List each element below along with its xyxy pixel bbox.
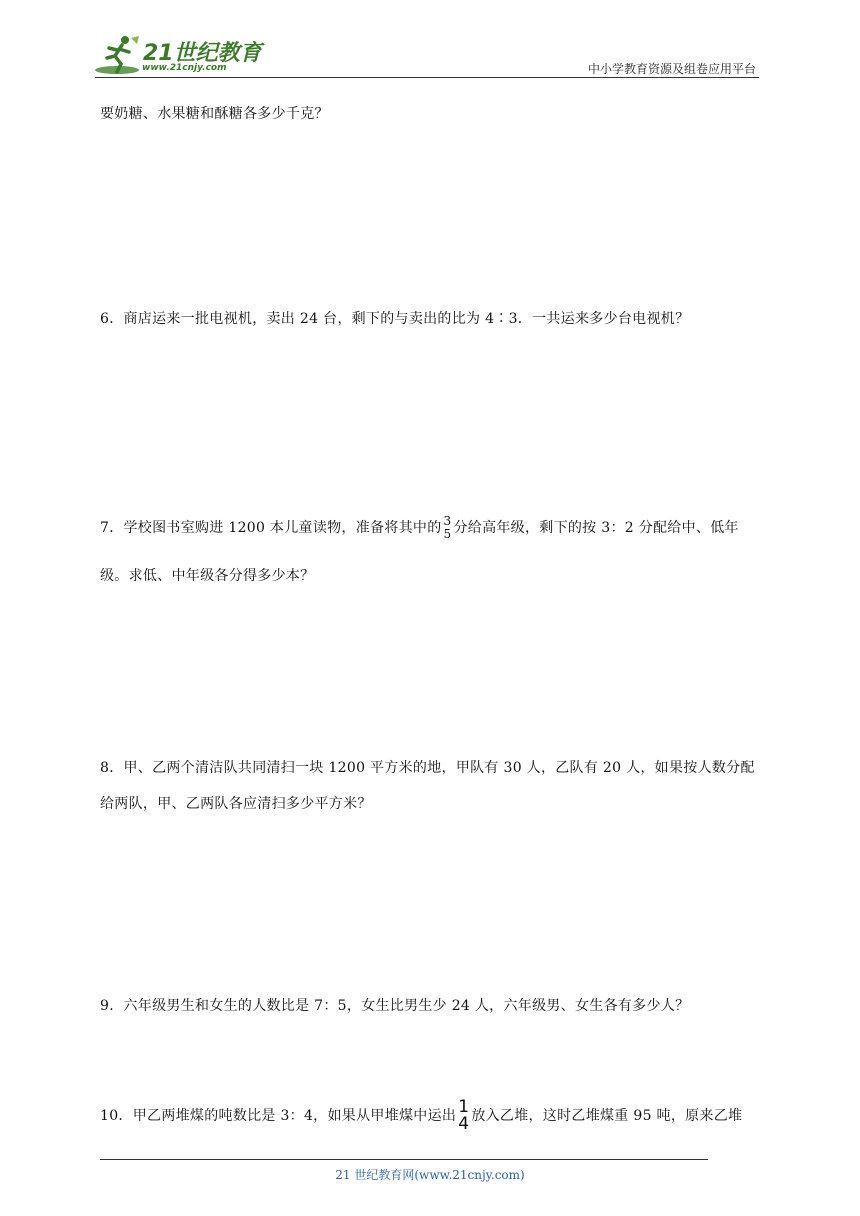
fraction-numerator: 1: [458, 1097, 470, 1117]
fraction-one-quarter: [458, 1099, 469, 1133]
page-header: [0, 0, 860, 80]
footer-divider: [100, 1159, 708, 1160]
logo: [95, 34, 270, 78]
question-10-text-b: 放入乙堆，这时乙堆煤重 95 吨，原来乙堆: [471, 1108, 743, 1124]
fraction-three-fifths: [444, 515, 452, 541]
question-9: 9．六年级男生和女生的人数比是 7：5，女生比男生少 24 人，六年级男、女生各有多少人？: [100, 998, 690, 1014]
logo-text: 21世纪教育: [143, 41, 262, 66]
fraction-numerator: 3: [443, 514, 452, 528]
header-divider: [95, 77, 759, 78]
question-7-text-b: 分给高年级，剩下的按 3：2 分配给中、低年: [453, 520, 739, 536]
platform-title: 中小学教育资源及组卷应用平台: [587, 62, 756, 76]
question-7-text-a: 7．学校图书室购进 1200 本儿童读物，准备将其中的: [100, 520, 442, 536]
fraction-denominator: 4: [458, 1114, 470, 1134]
question-5-tail: 要奶糖、水果糖和酥糖各多少千克？: [100, 106, 329, 122]
question-10-line-1: [100, 1099, 742, 1133]
question-8-line-1: 8．甲、乙两个清洁队共同清扫一块 1200 平方米的地，甲队有 30 人，乙队有 20 人，如果按人数分配: [100, 760, 755, 776]
logo-url: www.21cnjy.com: [142, 63, 227, 73]
runner-logo-icon: [95, 34, 143, 78]
question-8-line-2: 给两队，甲、乙两队各应清扫多少平方米？: [100, 796, 372, 812]
question-7-line-1: [100, 515, 739, 541]
question-6: 6．商店运来一批电视机，卖出 24 台，剩下的与卖出的比为 4∶3．一共运来多少台电视机？: [100, 311, 690, 327]
footer-source: 21 世纪教育网(www.21cnjy.com): [335, 1168, 525, 1182]
fraction-denominator: 5: [443, 527, 452, 541]
question-7-line-2: 级。求低、中年级各分得多少本？: [100, 568, 315, 584]
question-10-text-a: 10．甲乙两堆煤的吨数比是 3：4，如果从甲堆煤中运出: [100, 1108, 457, 1124]
